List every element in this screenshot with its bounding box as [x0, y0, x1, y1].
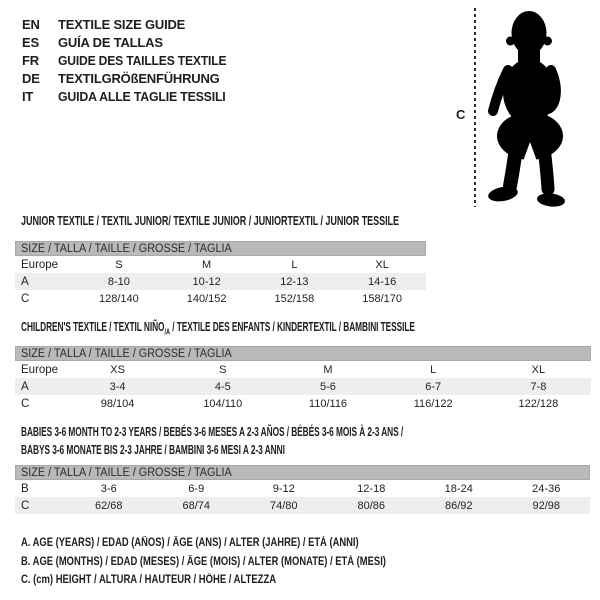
- table-cell: 18-24: [444, 482, 473, 495]
- table-cell: 12-13: [280, 275, 309, 288]
- language-code: FR: [22, 53, 39, 68]
- language-code: ES: [22, 35, 39, 50]
- table-row-height: [15, 497, 590, 514]
- children-title-sub: /A: [164, 326, 170, 337]
- row-label: C: [21, 499, 30, 512]
- footnote-age-years: A. AGE (YEARS) / EDAD (AÑOS) / ÂGE (ANS) / ALTER (JAHRE) / ETÀ (ANNI): [21, 537, 359, 549]
- language-row: [22, 52, 238, 70]
- footnote-height-cm: C. (cm) HEIGHT / ALTURA / HAUTEUR / HÖHE / ALTEZZA: [21, 574, 277, 586]
- table-cell: 98/104: [100, 397, 135, 410]
- table-cell: 3-6: [100, 482, 117, 495]
- table-cell: 4-5: [214, 380, 231, 393]
- language-row: [22, 16, 238, 34]
- table-row-months: [15, 480, 590, 497]
- language-code: EN: [22, 17, 40, 32]
- table-cell: 128/140: [98, 292, 139, 305]
- table-cell: 62/68: [94, 499, 123, 512]
- row-label: A: [21, 275, 29, 288]
- children-title-prefix: CHILDREN'S TEXTILE / TEXTIL NIÑO: [21, 320, 165, 334]
- table-cell: 9-12: [272, 482, 295, 495]
- table-cell: 110/116: [308, 397, 348, 410]
- table-cell: M: [323, 363, 333, 376]
- language-label: TEXTILGRÖßENFÜHRUNG: [58, 71, 220, 86]
- table-cell: 74/80: [269, 499, 298, 512]
- row-label: C: [21, 397, 30, 410]
- babies-size-table: [15, 465, 590, 514]
- table-row-age: [15, 378, 591, 395]
- table-cell: 104/110: [203, 397, 243, 410]
- children-title-suffix: / TEXTILE DES ENFANTS / KINDERTEXTIL / BAMBINI TESSILE: [169, 320, 415, 334]
- size-header-text: SIZE / TALLA / TAILLE / GRÖSSE / TAGLIA: [21, 243, 232, 255]
- table-cell: 12-18: [357, 482, 386, 495]
- row-label: C: [21, 292, 30, 305]
- table-cell: 6-7: [425, 380, 442, 393]
- table-cell: 158/170: [362, 292, 402, 305]
- table-row-height: [15, 290, 426, 307]
- height-label-c: C: [456, 107, 466, 122]
- table-cell: XL: [375, 258, 389, 271]
- size-header-bar: [15, 241, 426, 256]
- language-row: [22, 70, 238, 88]
- language-header: [22, 16, 238, 106]
- junior-table-title: JUNIOR TEXTILE / TEXTIL JUNIOR/ TEXTILE JUNIOR / JUNIORTEXTIL / JUNIOR TESSILE: [21, 214, 399, 228]
- table-cell: 140/152: [186, 292, 227, 305]
- table-cell: S: [219, 363, 227, 376]
- footnote-age-months: B. AGE (MONTHS) / EDAD (MESES) / ÂGE (MOIS) / ALTER (MONATE) / ETÀ (MESI): [21, 556, 386, 568]
- table-cell: S: [115, 258, 123, 271]
- table-cell: 24-36: [532, 482, 561, 495]
- language-label: TEXTILE SIZE GUIDE: [58, 17, 186, 32]
- language-code: DE: [22, 71, 40, 86]
- baby-silhouette-icon: [482, 8, 572, 208]
- table-cell: 7-8: [530, 380, 547, 393]
- row-label: A: [21, 380, 29, 393]
- table-cell: 68/74: [182, 499, 211, 512]
- row-label: Europe: [21, 258, 59, 271]
- size-header-bar: [15, 346, 591, 361]
- size-header-text: SIZE / TALLA / TAILLE / GRÖSSE / TAGLIA: [21, 467, 232, 479]
- table-cell: 116/122: [413, 397, 453, 410]
- table-cell: 10-12: [192, 275, 221, 288]
- table-cell: L: [430, 363, 437, 376]
- table-row-age: [15, 273, 426, 290]
- babies-table-title-line1: BABIES 3-6 MONTH TO 2-3 YEARS / BEBÉS 3-6 MESES A 2-3 AÑOS / BÉBÉS 3-6 MOIS À 2-3 ANS /: [21, 425, 404, 439]
- table-cell: 152/158: [274, 292, 315, 305]
- table-cell: 3-4: [109, 380, 126, 393]
- language-label: GUÍA DE TALLAS: [58, 35, 163, 50]
- table-cell: 80/86: [357, 499, 386, 512]
- table-cell: M: [202, 258, 212, 271]
- table-cell: L: [291, 258, 298, 271]
- junior-size-table: [15, 241, 426, 307]
- babies-table-title-line2: BABYS 3-6 MONATE BIS 2-3 JAHRE / BAMBINI 3-6 MESI A 2-3 ANNI: [21, 443, 285, 457]
- language-label: GUIDE DES TAILLES TEXTILE: [58, 53, 227, 68]
- table-cell: 122/128: [518, 397, 559, 410]
- language-row: [22, 88, 238, 106]
- table-cell: XS: [110, 363, 125, 376]
- language-label: GUIDA ALLE TAGLIE TESSILI: [58, 89, 226, 104]
- size-header-bar: [15, 465, 590, 480]
- table-cell: 8-10: [107, 275, 130, 288]
- language-row: [22, 34, 238, 52]
- table-cell: 86/92: [444, 499, 473, 512]
- table-row-europe: [15, 361, 591, 378]
- table-cell: 14-16: [368, 275, 397, 288]
- table-cell: XL: [531, 363, 546, 376]
- size-header-text: SIZE / TALLA / TAILLE / GRÖSSE / TAGLIA: [21, 348, 232, 360]
- table-row-europe: [15, 256, 426, 273]
- table-row-height: [15, 395, 591, 412]
- table-cell: 5-6: [320, 380, 336, 393]
- table-cell: 92/98: [532, 499, 561, 512]
- row-label: B: [21, 482, 29, 495]
- height-measure-line: [474, 8, 476, 207]
- table-cell: 6-9: [188, 482, 205, 495]
- row-label: Europe: [21, 363, 59, 376]
- children-table-title: [21, 320, 415, 337]
- children-size-table: [15, 346, 591, 412]
- language-code: IT: [22, 89, 34, 104]
